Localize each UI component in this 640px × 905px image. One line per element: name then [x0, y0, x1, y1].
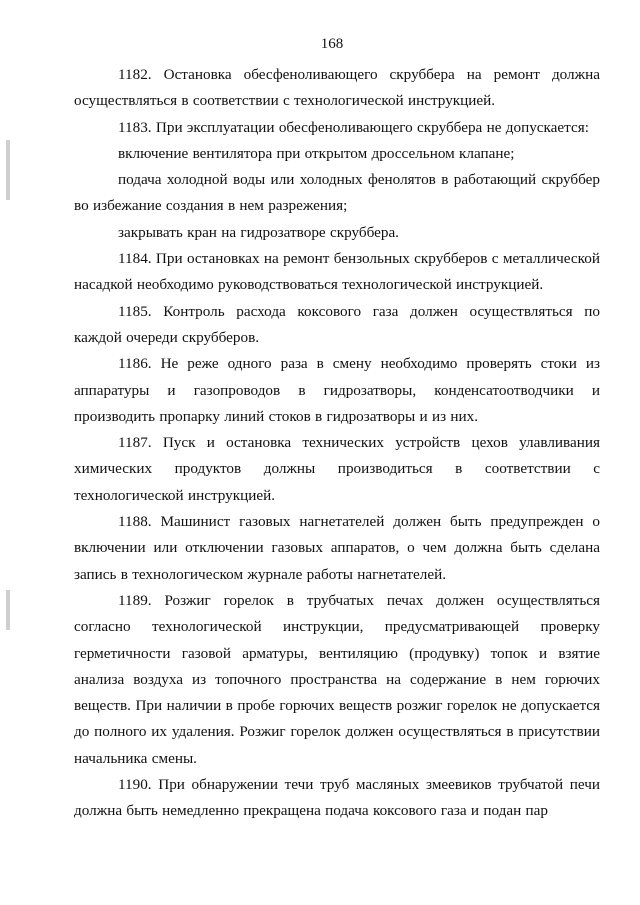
page-number: 168: [320, 36, 344, 52]
list-item-valve: закрывать кран на гидрозатворе скруббера.: [118, 223, 399, 241]
list-item-cold-water: подача холодной воды или холодных фенолятов в работающий скруббер во избежание создания в нем разрежения;: [74, 171, 600, 215]
paragraph-1185: 1185. Контроль расхода коксового газа должен осуществляться по каждой очереди скрубберов.: [74, 302, 600, 346]
paragraph-1188: 1188. Машинист газовых нагнетателей должен быть предупрежден о включении или отключении газовых аппаратов, о чем должна быть сделана запись в технологическом журнале работы нагнетателей.: [74, 513, 600, 583]
paragraph-1183: 1183. При эксплуатации обесфеноливающего скруббера не допускается:: [118, 118, 589, 136]
paragraph-1187: 1187. Пуск и остановка технических устройств цехов улавливания химических продуктов должны производиться в соответствии с технологической инструкцией.: [74, 434, 600, 504]
scan-edge-mark: [6, 590, 10, 630]
paragraph-1182: 1182. Остановка обесфеноливающего скруббера на ремонт должна осуществляться в соответствии с технологической инструкцией.: [74, 66, 600, 110]
list-item-ventilator: включение вентилятора при открытом дроссельном клапане;: [118, 144, 515, 162]
scan-edge-mark: [6, 140, 10, 200]
paragraph-1186: 1186. Не реже одного раза в смену необходимо проверять стоки из аппаратуры и газопроводов в гидрозатворы, конденсатоотводчики и производить пропарку линий стоков в гидрозатворы и из них.: [74, 355, 600, 425]
paragraph-1190: 1190. При обнаружении течи труб масляных змеевиков трубчатой печи должна быть немедленно прекращена подача коксового газа и подан пар: [74, 776, 600, 820]
paragraph-1189: 1189. Розжиг горелок в трубчатых печах должен осуществляться согласно технологической инструкции, предусматривающей проверку герметичности газовой арматуры, вентиляцию (продувку) топок и взятие анализа воздуха из топочного пространства на содержание в нем горючих веществ. При наличии в пробе горючих веществ розжиг горелок не допускается до полного их удаления. Розжиг горелок должен осуществляться в присутствии начальника смены.: [74, 591, 600, 767]
paragraph-1184: 1184. При остановках на ремонт бензольных скрубберов с металлической насадкой необходимо руководствоваться технологической инструкцией.: [74, 250, 600, 294]
